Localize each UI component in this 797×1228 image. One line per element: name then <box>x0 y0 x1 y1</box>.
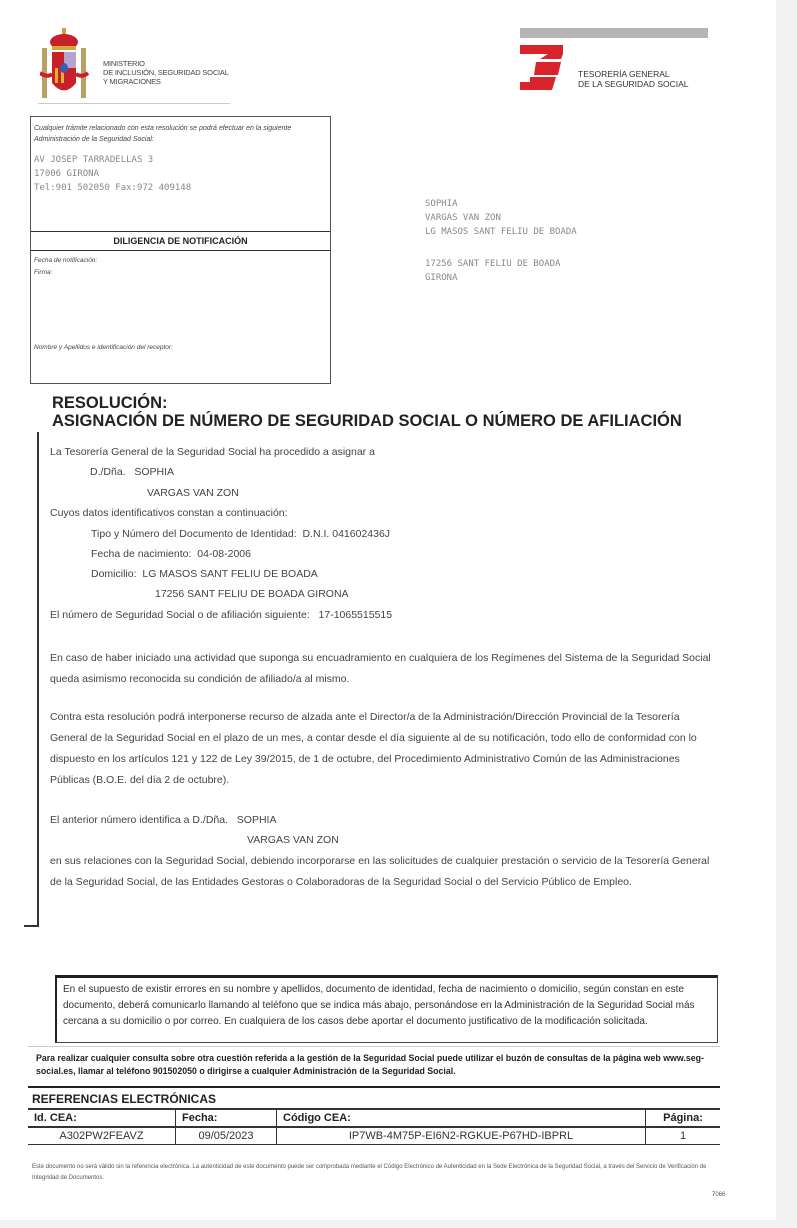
surname: VARGAS VAN ZON <box>147 487 239 499</box>
affiliation-paragraph: En caso de haber iniciado una actividad que suponga su encuadramiento en cualquiera de los Regímenes del Sistema de la Seguridad Social queda asimismo reconocida su condición de afiliado/a al mismo. <box>50 652 711 685</box>
tgss-line: TESORERÍA GENERAL <box>578 69 670 79</box>
address-line: 17006 GIRONA <box>34 169 100 179</box>
office-notification-box <box>30 116 331 384</box>
office-address <box>34 153 191 195</box>
domicilio-row <box>91 564 318 584</box>
fecha-value: 09/05/2023 <box>176 1127 277 1145</box>
pagina-value: 1 <box>646 1127 721 1145</box>
name-row <box>90 462 174 482</box>
header-pagina: Página: <box>646 1110 721 1127</box>
electronic-references <box>28 1086 720 1145</box>
validity-note: Este documento no será válido sin la referencia electrónica. La autenticidad de este documento puede ser comprobada mediante el Código Electrónico de Autenticidad en la Sede Electrónica de la Seguridad Social, a través del Servicio de Verificación de Integridad de Documentos. <box>32 1164 707 1181</box>
divider <box>28 1046 720 1047</box>
domicilio-label: Domicilio: <box>91 568 137 580</box>
diligencia-heading: DILIGENCIA DE NOTIFICACIÓN <box>31 231 330 251</box>
spain-coat-of-arms-logo <box>40 28 96 104</box>
header-fecha: Fecha: <box>176 1110 277 1127</box>
margin-line <box>37 432 39 926</box>
redaction-bar <box>520 28 708 38</box>
birth-label: Fecha de nacimiento: <box>91 548 192 560</box>
title-line-1: RESOLUCIÓN: <box>52 394 168 412</box>
codigo-cea-value: IP7WB-4M75P-EI6N2-RGKUE-P67HD-IBPRL <box>277 1127 646 1145</box>
recipient-line: VARGAS VAN ZON <box>425 213 501 223</box>
nss-label: El número de Seguridad Social o de afiliación siguiente: <box>50 609 310 621</box>
nss-value: 17-1065515515 <box>318 609 393 621</box>
recipient-address <box>425 197 577 285</box>
tgss-line: DE LA SEGURIDAD SOCIAL <box>578 79 689 89</box>
ministry-name <box>103 59 229 86</box>
office-hint: Cualquier trámite relacionado con esta resolución se podrá efectuar en la siguiente Administración de la Seguridad Social: <box>34 125 292 143</box>
intro-text: La Tesorería General de la Seguridad Social ha procedido a asignar a <box>50 446 375 458</box>
document-value: D.N.I. 041602436J <box>302 528 391 540</box>
references-title: REFERENCIAS ELECTRÓNICAS <box>28 1086 720 1110</box>
appeal-paragraph: Contra esta resolución podrá interponerse recurso de alzada ante el Director/a de la Administración/Dirección Provincial de la Tesorería General de la Seguridad Social en el plazo de un mes, a contar desde el día siguiente al de su notificación, todo ello de conformidad con lo dispuesto en los artículos 121 y 122 de Ley 39/2015, de 1 de octubre, del Procedimiento Administrativo Común de las Administraciones Públicas (B.O.E. del día 2 de octubre). <box>50 711 697 786</box>
margin-tick <box>24 925 39 927</box>
form-code: 7066 <box>712 1192 726 1198</box>
surname: VARGAS VAN ZON <box>247 834 339 846</box>
usage-paragraph: en sus relaciones con la Seguridad Social, debiendo incorporarse en las solicitudes de cualquier prestación o servicio de la Tesorería General de la Seguridad Social, de las Entidades Gestoras o Colaboradoras de la Seguridad Social o del Servicio Público de Empleo. <box>50 855 710 888</box>
data-intro: Cuyos datos identificativos constan a continuación: <box>50 507 288 519</box>
receptor-label: Nombre y Apellidos e identificación del receptor: <box>34 344 173 351</box>
header-id-cea: Id. CEA: <box>28 1110 176 1127</box>
domicilio-line: LG MASOS SANT FELIU DE BOADA <box>142 568 318 580</box>
domicilio-line-2: 17256 SANT FELIU DE BOADA GIRONA <box>155 588 349 600</box>
birth-row <box>91 544 251 564</box>
ministry-line: Y MIGRACIONES <box>103 77 161 86</box>
nss-row <box>50 605 392 625</box>
divider <box>38 103 230 104</box>
tgss-logo-icon <box>520 45 564 91</box>
document-label: Tipo y Número del Documento de Identidad: <box>91 528 297 540</box>
tgss-name <box>578 69 689 89</box>
consult-info: Para realizar cualquier consulta sobre otra cuestión referida a la gestión de la Seguridad Social puede utilizar el buzón de consultas de la página web www.seg-social.es, llamar al teléfono 901502050 o dirigirse a cualquier Administración de la Seguridad Social. <box>36 1053 704 1076</box>
ministry-line: DE INCLUSIÓN, SEGURIDAD SOCIAL <box>103 68 229 77</box>
recipient-line: 17256 SANT FELIU DE BOADA <box>425 259 561 269</box>
recipient-line: LG MASOS SANT FELIU DE BOADA <box>425 227 577 237</box>
identifies-label: El anterior número identifica a D./Dña. <box>50 814 229 826</box>
address-line: AV JOSEP TARRADELLAS 3 <box>34 155 154 165</box>
table-row <box>28 1127 720 1145</box>
references-table <box>28 1110 720 1145</box>
table-header-row <box>28 1110 720 1127</box>
id-cea-value: A302PW2FEAVZ <box>28 1127 176 1145</box>
recipient-line: SOPHIA <box>425 199 458 209</box>
error-notice-box: En el supuesto de existir errores en su nombre y apellidos, documento de identidad, fecha de nacimiento o domicilio, según constan en este documento, deberá comunicarlo llamando al teléfono que se indica más abajo, personándose en la Administración de la Seguridad Social más cercana a su domicilio o por correo. En cualquiera de los casos debe aportar el documento justificativo de la modificación solicitada. <box>55 975 718 1043</box>
fecha-notificacion-label: Fecha de notificación: <box>34 257 98 264</box>
ministry-line: MINISTERIO <box>103 59 145 68</box>
identifies-row <box>50 810 276 830</box>
recipient-line: GIRONA <box>425 273 458 283</box>
first-name: SOPHIA <box>134 466 175 478</box>
header-codigo-cea: Código CEA: <box>277 1110 646 1127</box>
firma-label: Firma: <box>34 269 53 276</box>
title-line-2: ASIGNACIÓN DE NÚMERO DE SEGURIDAD SOCIAL O NÚMERO DE AFILIACIÓN <box>52 412 682 430</box>
document-row <box>91 524 390 544</box>
address-line: Tel:901 502050 Fax:972 409148 <box>34 183 192 193</box>
first-name: SOPHIA <box>236 814 277 826</box>
birth-value: 04-08-2006 <box>197 548 251 560</box>
dna-label: D./Dña. <box>90 466 126 478</box>
resolution-title <box>52 394 682 430</box>
